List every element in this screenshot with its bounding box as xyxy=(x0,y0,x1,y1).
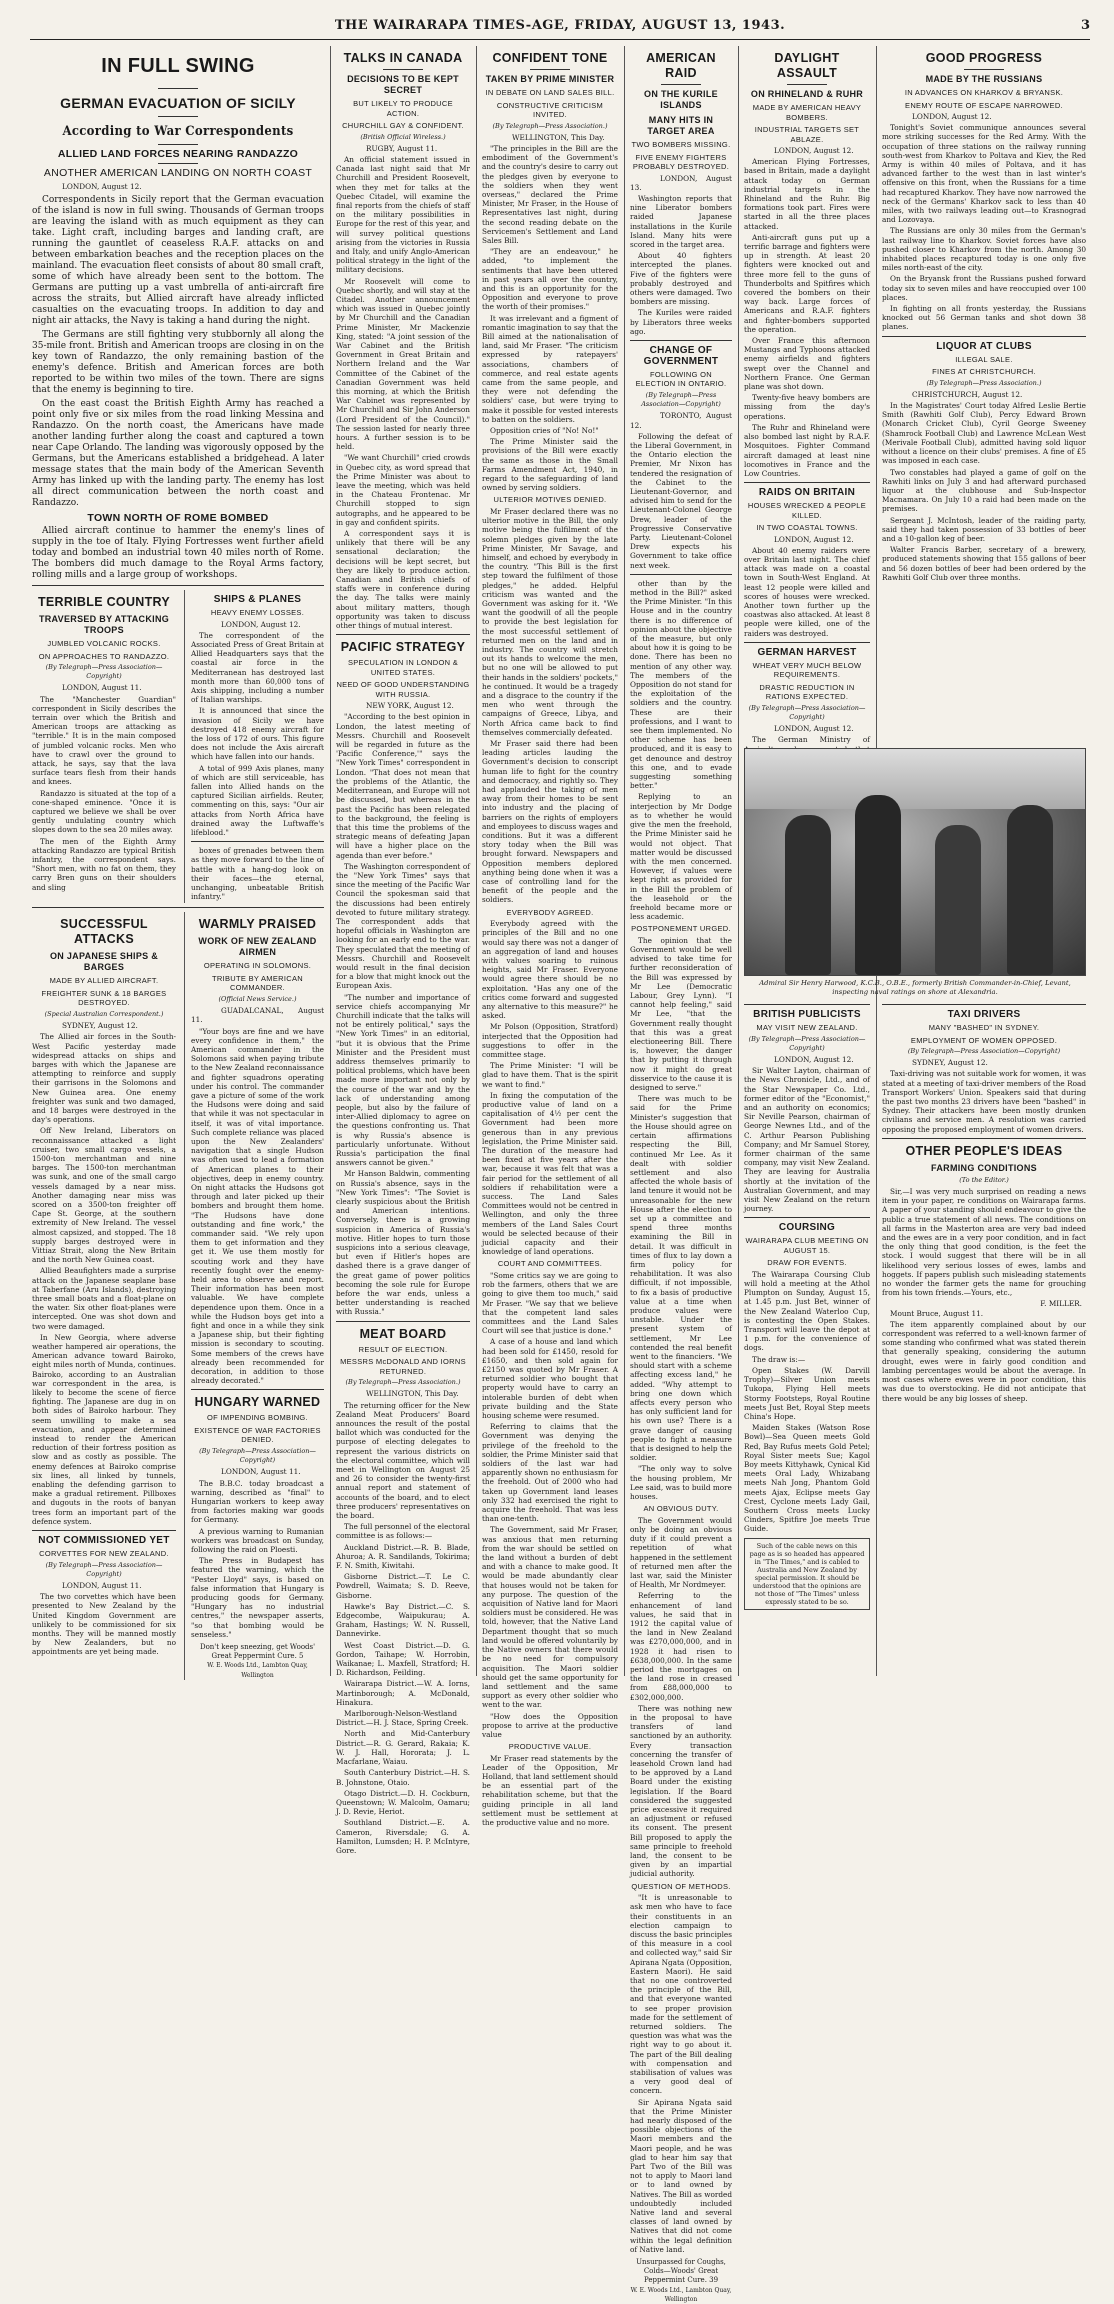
subheadline: MADE BY ALLIED AIRCRAFT. xyxy=(49,976,159,986)
subheadline: COURT AND COMMITTEES. xyxy=(497,1259,603,1269)
headline: RAIDS ON BRITAIN xyxy=(758,487,856,499)
column-7-top xyxy=(882,46,1086,740)
paragraph: "The principles in the Bill are the embodiment of the Government's and the country's desire to carry out the pledges given by everyone to the soldiers when they went overseas," declared the Prime Minister, Mr Fraser, in the House of Representatives last night, during the second reading debate on the Servicemen's Settlement and Land Sales Bill. xyxy=(482,143,618,245)
subheadline: FREIGHTER SUNK & 18 BARGES DESTROYED. xyxy=(41,988,167,1008)
paragraph: Sir,—I was very much surprised on reading a news item in your paper, re conditions on Wairarapa farms. A paper of your standing should endeavour to give the public a true statement of all news. The conditions on all farms in the Masterton area are very bad indeed and the ewes are in a very poor condition, and in fact the only thing that good condition, is the feet the stock. I would suggest that there will be in all likelihood very serious losses of ewes, lambs and hoggets. If papers publish such misleading statements no wonder the farmer gets the name for grouching from his town friends.—Yours, etc., xyxy=(882,1187,1086,1298)
paragraph: The B.B.C. today broadcast a warning, described as "final" to Hungarian workers to keep away from factories making war goods for Germany. xyxy=(191,1478,324,1525)
column-4 xyxy=(482,46,618,1828)
subheadline: FOLLOWING ON ELECTION IN ONTARIO. xyxy=(635,369,727,389)
paragraph: Maiden Stakes (Watson Rose Bowl)—Sea Queen meets Gold Red, Bay Rufus meets Gold Petel; Royal Sister meets Sue; Kagol Boy meets Kittyhawk, Cynical Kid meets Oral Lady, Whizabang meets Nah Jong, Phantom Gold meets Ajax, Eclipse meets Gay Crest, Cyclone meets Lady Gail, Southern Cross meets Lucky Cinders, Spitfire Joe meets True Guide. xyxy=(744,1423,870,1534)
paragraph: Marlborough-Nelson-Westland District.—H. J. Stace, Spring Creek. xyxy=(336,1709,469,1728)
dateline: WELLINGTON, This Day. xyxy=(366,1389,459,1399)
dateline: GUADALCANAL, August 11. xyxy=(191,1006,324,1025)
subheadline: ULTERIOR MOTIVES DENIED. xyxy=(493,495,607,505)
subheadline: IN ADVANCES ON KHARKOV & BRYANSK. xyxy=(904,88,1064,97)
paragraph: Everybody agreed with the principles of the Bill and no one would say there was not a danger of an aggregation of land and houses with values soaring to ruinous heights, said Mr Fraser. Everyone would agree there should be no exploitation. "Has any one of the critics come forward and suggested any alternative to this measure?" he asked. xyxy=(482,919,618,1021)
paragraph: "Some critics say we are going to rob the farmers, others that we are going to give them too much," said Mr Fraser. "We say that we believe that the competent land sales committees and the Land Sales Court will see that justice is done." xyxy=(482,1270,618,1336)
news-photo xyxy=(744,748,1086,976)
advertisement: W. E. Woods Ltd., Lambton Quay, Wellington xyxy=(207,1662,308,1679)
article-successful-attacks xyxy=(32,912,176,1679)
paragraph: The Allied air forces in the South-West Pacific yesterday made widespread attacks on ships and barges with which the Japanese are attempting to reinforce and supply their garrisons in the Solomons and New Guinea area. One enemy freighter was sunk and two damaged, and 18 barges were destroyed in the day's operations. xyxy=(32,1032,176,1125)
headline: IN FULL SWING xyxy=(101,55,255,77)
paragraph: The Russians are only 30 miles from the German's last railway line to Kharkov. Soviet forces have also pushed closer to Kharkov from the north. Among 30 inhabited places recaptured today is one only five miles north-east of the city. xyxy=(882,226,1086,273)
headline: PACIFIC STRATEGY xyxy=(340,640,466,655)
byline: (By Telegraph—Press Association.) xyxy=(492,121,608,130)
paragraph: "According to the best opinion in London, the latest meeting of Messrs. Churchill and Roosevelt will be regarded in future as the 'Pacific Conference,'" says the "New York Times" correspondent in London. "That does not mean that the problems of the Atlantic, the Mediterranean, and Europe will not be discussed, but whereas in the past the Pacific has been relegated to the background, the feeling is that this time the problems of the strategic means of defeating Japan will have a higher place on the agenda than ever before." xyxy=(336,712,470,860)
byline: (By Telegraph—Press Association.) xyxy=(345,1378,461,1387)
subheadline: ALLIED LAND FORCES NEARING RANDAZZO xyxy=(57,148,299,160)
paragraph: Randazzo is situated at the top of a cone-shaped eminence. "Once it is captured we believe we shall be over gently undulating country which slopes down to the sea 20 miles away. xyxy=(32,788,176,835)
paragraph: Opposition cries of "No! No!" xyxy=(490,426,599,435)
paragraph: The Wairarapa Coursing Club will hold a meeting at the Athol Plumpton on Sunday, August 15, at 1.45 p.m. Just Bet, winner of the New Zealand Waterloo Cup, is contesting the Open Stakes. Transport will leave the depot at 1 p.m. for the convenience of dogs. xyxy=(744,1269,870,1353)
subheadline: EVERYBODY AGREED. xyxy=(506,907,594,917)
dateline: TORONTO, August 12. xyxy=(630,411,732,430)
paragraph: Over France this afternoon Mustangs and Typhoons attacked enemy airfields and fighters swept over the Channel and Northern France. One German plane was shot down. xyxy=(744,336,870,392)
paragraph: Mr Fraser read statements by the Leader of the Opposition, Mr Holland, that land settlement should be an essential part of the rehabilitation scheme, but that the guiding principle in all land settlement must be settlement at the productive value and no more. xyxy=(482,1753,618,1828)
paragraph: About 40 enemy raiders were over Britain last night. The chief attack was made on a coastal town in South-West England. At least 12 people were killed and scores of houses were wrecked. Another town further up the coastwas also attacked. At least 8 people were killed, one of the raiders was destroyed. xyxy=(744,545,870,638)
paragraph: Tonight's Soviet communique announces several more striking successes for the Red Army. With the occupation of three stations on the railway running south-west from Kharkov to Poltava and Kiev, the Red Army is within 40 miles of Poltava, and it has advanced farther to the west than in last winter's offensive on this front, when the Russians for a time had recaptured Kharkov. They have now narrowed the neck of the Germans' Kharkov sack to less than 40 miles, with two railways leading out—to Krasnograd and Lozovaya. xyxy=(882,123,1086,225)
paragraph: Taxi-driving was not suitable work for women, it was stated at a meeting of taxi-driver members of the Road Transport Workers' Union. Speakers said that during the past two months 23 drivers have been "bashed" in Sydney. Their attackers have been mostly drunken civilians and service men. A resolution was carried opposing the proposed employment of women drivers. xyxy=(882,1069,1086,1134)
headline: According to War Correspondents xyxy=(62,124,294,139)
subheadline: CONSTRUCTIVE CRITICISM INVITED. xyxy=(496,100,604,119)
paragraph: The men of the Eighth Army attacking Randazzo are typical British infantry, the correspondent says. "Short men, with no fat on them, they carry Bren guns on their shoulders and sling xyxy=(32,836,176,892)
headline: LIQUOR AT CLUBS xyxy=(936,340,1032,352)
paragraph: The Kuriles were raided by Liberators three weeks ago. xyxy=(630,308,732,336)
subheadline: TRIBUTE BY AMERICAN COMMANDER. xyxy=(212,973,303,993)
paragraph: Wairarapa District.—W. A. Iorns, Martinborough; A. McDonald, Hinakura. xyxy=(336,1679,470,1707)
paragraph: Sir Apirana Ngata said that the Prime Minister had nearly disposed of the possible objections of the Maori members and the Maori people, and he was glad to hear him say that Part Two of the Bill was not to apply to Maori land or to land owned by Natives. The Bill as worded undoubtedly included Native land and several classes of land owned by Natives that did not come within the legal definition of Native land. xyxy=(630,2097,732,2254)
paragraph: Mr Fraser said there had been leading articles lauding the Government's decision to conscript human life to fight for the country and democracy, and rightly so. They had applauded the taking of men away from their homes to be sent into industry and the placing of barriers on the rights of employers and employees to discuss wages and conditions. But it was a different story today when the Bill was brought forward. Newspapers and Opposition members deplored anything being done when it was a case of controlling land for the benefit of the people and the soldiers. xyxy=(482,739,618,905)
paragraph: North and Mid-Canterbury District.—R. G. Gerard, Rakaia; K. W. J. Hall, Hororata; J. L. Macfarlane, Waiau. xyxy=(336,1729,470,1767)
paragraph: "How does the Opposition propose to arrive at the productive value xyxy=(482,1711,618,1739)
subheadline: NEED OF GOOD UNDERSTANDING WITH RUSSIA. xyxy=(336,680,470,699)
column-7-bottom xyxy=(882,1004,1086,1676)
paragraph: "Your boys are fine and we have every confidence in them," the American commander in the Solomons said when paying tribute to the New Zealand reconnaissance and fighter squadrons operating under his control. The commander gave a picture of some of the work the Hudsons were doing and said that while it was not spectacular in itself, it was of vital importance. Such complete reliance was placed upon the New Zealanders' navigation that a single Hudson was often used to lead a formation of American planes to their objectives, deep in enemy country. On night attacks the Hudsons got through and later picked up their bombers and brought them home. "The Hudsons have done outstanding and fine work," the commander said. "We rely upon them to get information and they get it. We use them mostly for scouting work and they have recently fought over the enemy-held area to observe and report. Their information has been most valuable. We have complete dependence upon them. Once in a while the Hudson boys get into a fight and once in a while they sink a Japanese ship, but their fighting mission is secondary to scouting. Some members of the crews have already been recommended for decoration, in addition to those already decorated." xyxy=(191,1026,324,1386)
dateline: LONDON, August 12. xyxy=(774,724,854,734)
headline: WARMLY PRAISED xyxy=(198,917,317,932)
paragraph: It was irrelevant and a figment of romantic imagination to say that the Bill aimed at the nationalisation of land, said Mr Fraser. "The criticism expressed by ratepayers' associations, chambers of commerce, and real estate agents came from the same people, and they were not defending the soldiers' case, but were trying to make it possible for vested interests to batten on the soldiers. xyxy=(482,313,618,424)
paragraph: Hawke's Bay District.—C. S. Edgecombe, Waipukurau; A. Graham, Hastings; W. N. Russell, Dannevirke. xyxy=(336,1601,470,1639)
headline: TERRIBLE COUNTRY xyxy=(37,595,171,609)
paragraph: A previous warning to Rumanian workers was broadcast on Sunday, following the raid on Ploesti. xyxy=(191,1526,324,1554)
subheadline: FARMING CONDITIONS xyxy=(931,1162,1037,1173)
article-warmly-praised xyxy=(184,912,324,1679)
paragraph: A correspondent says it is unlikely that there will be any sensational declaration; the decisions will be kept secret, but they are likely to produce action. Canadian and British chiefs of staffs were in conference during the day. The talks were mainly about military matters, though opportunity was taken to discuss other things of mutual interest. xyxy=(336,529,470,631)
subheadline: MANY "BASHED" IN SYDNEY. xyxy=(928,1023,1040,1032)
paragraph: Allied Beaufighters made a surprise attack on the Japanese seaplane base at Taberfane (Aru Islands), destroying three small boats and a float-plane on the water. Six other float-planes were intercepted. One was shot down and two were damaged. xyxy=(32,1266,176,1331)
paragraph: On the Bryansk front the Russians pushed forward today six to seven miles and have reoccupied over 100 places. xyxy=(882,274,1086,302)
paragraph: Replying to an interjection by Mr Dodge as to whether he would give the men the freehold, the Prime Minister said he would not object. That matter would be discussed with the men concerned. However, if values were kept right as provided for in the Bill the problem of the leasehold or the freehold became more or less academic. xyxy=(630,792,732,922)
subheadline: DRASTIC REDUCTION IN RATIONS EXPECTED. xyxy=(759,682,855,702)
paragraph: The Ruhr and Rhineland were also bombed last night by R.A.F. Mosquitoes. Fighter Command aircraft damaged at least nine locomotives in France and the Low Countries. xyxy=(744,422,870,478)
byline: (By Telegraph—Press Association—Copyright) xyxy=(45,1560,163,1578)
paragraph: The Government, said Mr Fraser, was anxious that men returning from the war should be settled on the land without a burden of debt and with a chance to make good. It would be made abundantly clear that houses would not be taken for any purpose. The question of the acquisition of Native land for Maori soldiers must be considered. He was told, however, that the Native Land Department thought that so much land would be offered voluntarily by the Native owners that there would be no need for compulsory acquisition. The Maori soldier should get the same opportunity for land settlement and the same support as every other soldier who went to the war. xyxy=(482,1525,618,1710)
subheadline: CHURCHILL GAY & CONFIDENT. xyxy=(342,121,464,130)
paragraph: Southland District.—E. A. Cameron, Riversdale; G. A. Hamilton, Lumsden; H. P. McIntyre, Gore. xyxy=(336,1818,470,1855)
headline: SHIPS & PLANES xyxy=(213,594,302,605)
paragraph: Mr Roosevelt will come to Quebec shortly, and will stay at the Citadel. Another announcement which was issued in Quebec jointly by Mr Churchill and the Canadian Prime Minister, Mr Mackenzie King, stated: "A joint session of the War Cabinet and the British Government in Great Britain and Northern Ireland and the War Committee of the Cabinet of the Canadian Government was held this morning, at which the British War Cabinet was represented by Mr Churchill and Sir John Anderson (Lord President of the Council)." The session lasted for nearly three hours. A further session is to be held. xyxy=(336,276,470,452)
paragraph: Sir Walter Layton, chairman of the News Chronicle, Ltd., and of the Star Newspaper Co. Ltd., former editor of the "Economist," and an authority on economics; Sir Neville Pearson, chairman of George Newnes Ltd., and of the C. Arthur Pearson Publishing Company; and Mr Samuel Storey, former chairman of the same company, may visit New Zealand. They are leaving for Australia shortly at the invitation of the Australian Government, and may visit New Zealand on the return journey. xyxy=(744,1066,870,1214)
dateline: LONDON, August 12. xyxy=(774,534,854,544)
paragraph: There was nothing new in the proposal to have transfers of land sanctioned by an authority. Every transaction concerning the transfer of leasehold Crown land had to be approved by a Land Board under the existing legislation. If the Board considered the suggested price excessive it required an adjustment or refused its consent. The present Bill proposed to apply the same principle to freehold land, the consent to be given by an impartial judicial authority. xyxy=(630,1703,732,1879)
subheadline: HOUSES WRECKED & PEOPLE KILLED. xyxy=(747,501,867,520)
byline: (British Official Wireless.) xyxy=(360,132,446,141)
notice-box: Such of the cable news on this page as is so headed has appeared in "The Times," and is cabled to Australia and New Zealand by special permission. It should be understood that the opinions are not those of "The Times" unless expressly stated to be so. xyxy=(744,1538,870,1610)
dateline: NEW YORK, August 12. xyxy=(366,701,454,711)
advertisement: Don't keep sneezing, get Woods' Great Peppermint Cure. 5 xyxy=(199,1642,316,1661)
paragraph: The correspondent of the Associated Press of Great Britain at Allied Headquarters says that the coastal air force in the Mediterranean has destroyed last month more than 60,000 tons of Axis shipping, including a number of Italian warships. xyxy=(191,630,324,705)
subheadline: FIVE ENEMY FIGHTERS PROBABLY DESTROYED. xyxy=(632,152,730,171)
paragraph: other than by the method in the Bill?" asked the Prime Minister. "In this House and in the country there is no difference of opinion about the objective of the measure, but only about how it is going to be done. There has been no mention of any other way. The members of the Opposition do not stand for the exploitation of the soldiers and the country. These are their professions, and I want to see them implemented. No other scheme has been produced, and it is easy to get denounce and destroy this one, and to evade suggesting something better." xyxy=(630,578,732,791)
signature: F. MILLER. xyxy=(1040,1299,1082,1309)
headline: GOOD PROGRESS xyxy=(925,51,1043,65)
article-terrible-country xyxy=(32,590,176,903)
paragraph: The Prime Minister said the provisions of the Bill were exactly the same as those in the Small Farms Amendment Act, 1940, in regard to the safeguarding of land owned by serving soldiers. xyxy=(482,437,618,493)
paragraph: Open Stakes (W. Darvill Trophy)—Silver Union meets Tukopa, Flying Hell meets Stormy Footsteps, Royal Routine meets Just Bet, Royal Step meets China's Hope. xyxy=(744,1365,870,1421)
paragraph: The German Ministry of xyxy=(752,735,870,745)
column-3 xyxy=(336,46,470,1855)
byline: (By Telegraph—Press Association—Copyright) xyxy=(641,390,721,409)
paragraph: Following the defeat of the Liberal Government, in the Ontario election the Premier, Mr Nixon has tendered the resignation of the Cabinet to the Lieutenant-Governor, and advised him to send for the Lieutenant-Colonel George Drew, leader of the Progressive Conservative Party. Lieutenant-Colonel Drew expects his Government to take office next week. xyxy=(630,431,732,570)
headline: SUCCESSFUL ATTACKS xyxy=(60,917,148,947)
headline: DAYLIGHT ASSAULT xyxy=(774,51,840,80)
subheadline: ILLEGAL SALE. xyxy=(955,354,1013,364)
subheadline: INDUSTRIAL TARGETS SET ABLAZE. xyxy=(754,125,860,144)
paragraph: Allied aircraft continue to hammer the enemy's lines of supply in the toe of Italy. Flying Fortresses went further afield today and bombed an industrial town 40 miles north of Rome. The bombers did much damage to the Royal Arms factory, rolling mills and a large group of workshops. xyxy=(32,526,324,580)
subheadline: ANOTHER AMERICAN LANDING ON NORTH COAST xyxy=(43,167,313,179)
paragraph: boxes of grenades between them as they move forward to the line of battle with a hang-dog look on their faces—the eternal, unchanging, unbeatable British infantry." xyxy=(191,846,324,902)
subheadline: OPERATING IN SOLOMONS. xyxy=(203,961,312,971)
subheadline: SPECULATION IN LONDON & UNITED STATES. xyxy=(347,658,459,677)
paragraph: The "Manchester Guardian" correspondent in Sicily describes the terrain over which the British and American troops are attacking as "terrible." It is in the main composed of jumbled volcanic rocks. Men who have to crawl over the ground to attack, he says, say that the lava surface tears flesh from their hands and knees. xyxy=(32,694,176,787)
dateline: WELLINGTON, This Day. xyxy=(512,132,605,142)
paragraph: Anti-aircraft guns put up a terrific barrage and fighters were up in strength. At least 20 fighters were knocked out and three more fell to the guns of Thunderbolts and Spitfires which covered the bombers on their way back. Large forces of Americans and R.A.F. fighters and fighter-bombers supported the operation. xyxy=(744,232,870,334)
column-rule xyxy=(476,46,477,1676)
headline: GERMAN HARVEST xyxy=(757,646,857,658)
dateline: LONDON, August 12. xyxy=(221,619,301,629)
dateline: LONDON, August 12. xyxy=(774,1054,854,1064)
column-6-bottom xyxy=(744,1004,870,1676)
subheadline: ON JAPANESE SHIPS & BARGES xyxy=(49,951,159,973)
headline: GERMAN EVACUATION OF SICILY xyxy=(60,95,296,111)
subheadline: WHEAT VERY MUCH BELOW REQUIREMENTS. xyxy=(752,660,862,680)
paragraph: American Flying Fortresses, based in Britain, made a daylight attack today on German industrial targets in the Rhineland and the Ruhr. Big formations took part. Fires were started in all the three places attacked. xyxy=(744,157,870,231)
paragraph: "They are an endeavour," he added, "to implement the sentiments that have been uttered in past years all over the country, and this is an opportunity for the Opposition and everyone to prove the worth of their promises." xyxy=(482,247,618,312)
subheadline: AN OBVIOUS DUTY. xyxy=(643,1504,719,1514)
paragraph: In fixing the computation of the productive value of land on a capitalisation of 4½ per cent the Government had been more generous than in any previous legislation, the Prime Minister said. The duration of the measure had been fixed at five years after the war, because it was felt that was a fair period for the settlement of all soldiers if rehabilitation were a success. The Land Sales Committees would not be centred in Wellington, and only the three members of the Land Sales Court would be selected because of their judicial capacity and their knowledge of land operations. xyxy=(482,1090,618,1257)
paragraph: The returning officer for the New Zealand Meat Producers' Board announces the result of the postal ballot which was conducted for the purpose of electing delegates to represent the various districts on the electoral committee, which will meet in Wellington on August 25 and 26 to consider the twenty-first annual report and statement of accounts of the board, and to elect three producers' representatives on the board. xyxy=(336,1400,470,1521)
subheadline: TRAVERSED BY ATTACKING TROOPS xyxy=(38,614,170,635)
subheadline: EXISTENCE OF WAR FACTORIES DENIED. xyxy=(194,1425,321,1445)
paragraph: Washington reports that nine Liberator bombers raided Japanese installations in the Kurile Island. Many hits were scored in the target area. xyxy=(630,193,732,249)
paragraph: Referring to the enhancement of land values, he said that in 1912 the capital value of the land in New Zealand was £270,000,000, and in 1928 it had risen to £638,000,000. In the same period the mortgages on the land rose in creased from £88,000,000 to £302,000,000. xyxy=(630,1591,732,1702)
subheadline: FINES AT CHRISTCHURCH. xyxy=(932,367,1036,377)
paragraph: Mr Fraser declared there was no ulterior motive in the Bill, the only motive being the fulfilment of the solemn pledges given by the late Prime Minister, Mr Savage, and himself, and echoed by everybody in the country. "This Bill is the first step toward the fulfilment of those pledges," he added. Helpful criticism was wanted and the Government was asking for it. "We want the goodwill of all the people to provide the best legislation for the most successful settlement of returned men on the land and in industry. The country will stretch out its hands to welcome the men, but no one will be allowed to put their hands in the soldiers' pockets," he continued. It would be a tragedy and a disgrace to the country if the men who went through the campaigns of Greece, Libya, and North Africa came back to find themselves commercially defeated. xyxy=(482,506,618,737)
paragraph: The Germans are still fighting very stubbornly all along the 35-mile front. British and American troops are closing in on the key town of Randazzo, the only remaining bastion of the enemy's defence. British and American forces are both reported to be within two miles of the town. There are signs that the enemy is beginning to tire. xyxy=(32,330,324,395)
subheadline: EMPLOYMENT OF WOMEN OPPOSED. xyxy=(910,1035,1058,1045)
paragraph: Mr Hanson Baldwin, commenting on Russia's absence, says in the "New York Times": "The Soviet is clearly suspicious about the British and American intentions. Conversely, there is a growing suspicion in America of Russia's motive. Hitler hopes to turn those suspicions into a serious cleavage, but even if Hitler's hopes are dashed there is a grave danger of the great game of power politics becoming the sole rule for Europe before the war ends, unless a better understanding is reached with Russia." xyxy=(336,1169,470,1317)
byline: (Special Australian Correspondent.) xyxy=(44,1009,164,1018)
paragraph: A case of a house and land which had been sold for £1450, resold for £1650, and then sold again for £2150 was quoted by Mr Fraser. A returned soldier who bought that property would have to carry an intolerable burden of debt when private building and the State housing scheme were resumed. xyxy=(482,1337,618,1421)
paragraph: Referring to claims that the Government was denying the privilege of the freehold to the soldier, the Prime Minister said that soldiers of the last war had apparently shown no enthusiasm for the freehold. Out of 2000 who had taken up Government land leases only 332 had exercised the right to acquire the freehold. That was less than one-tenth. xyxy=(482,1422,618,1524)
newspaper-title: THE WAIRARAPA TIMES-AGE, FRIDAY, AUGUST 13, 1943. xyxy=(334,18,786,33)
paragraph: Correspondents in Sicily report that the German evacuation of the island is now in full swing. Thousands of German troops are leaving the island with as much equipment as they can take. Light craft, including barges and landing craft, are running the gauntlet of ceaseless R.A.F. attacks on and between embarkation beaches and the reception places on the mainland. The evacuation fleet consists of about 80 small craft, some of which have already been sent to the bottom. The Germans are putting up a vast umbrella of anti-aircraft fire across the straits, but Allied aircraft have already inflicted casualties on the evacuating troops. In addition to day and night air attacks, the Navy is taking a hand during the night. xyxy=(32,195,324,326)
subheadline: MADE BY THE RUSSIANS xyxy=(925,74,1043,84)
paragraph: The draw is:— xyxy=(752,1354,806,1364)
paragraph: It is announced that since the invasion of Sicily we have destroyed 418 enemy aircraft for the loss of 172 of ours. This figure does not include the Axis aircraft which have fallen into our hands. xyxy=(191,706,324,762)
subheadline: DECISIONS TO BE KEPT SECRET xyxy=(347,74,459,95)
byline: (By Telegraph—Press Association—Copyright) xyxy=(45,663,163,681)
paragraph: On the east coast the British Eighth Army has reached a point only five or six miles from the road linking Messina and Randazzo. On the north coast, the Americans have made another landing further along the coast and captured a town near Cape Orlando. The landing was vigorously opposed by the Germans, but the Americans established a bridgehead. A later message states that the main body of the American Seventh Army has linked up with the landing party. The enemy has lost all direct communication between the north coast and Randazzo. xyxy=(32,399,324,508)
column-1 xyxy=(32,46,324,1679)
column-rule xyxy=(624,46,625,1676)
column-rule xyxy=(738,46,739,1676)
dateline: LONDON, August 13. xyxy=(630,173,732,192)
subheadline: RESULT OF ELECTION. xyxy=(358,1344,448,1354)
headline: TALKS IN CANADA xyxy=(343,51,463,65)
advertisement: W. E. Woods Ltd., Lambton Quay, Wellington xyxy=(630,2286,732,2303)
subheadline: MADE BY AMERICAN HEAVY BOMBERS. xyxy=(752,103,862,122)
paragraph: Sergeant J. McIntosh, leader of the raiding party, said they had taken possession of 33 bottles of beer and a 10-gallon keg of beer. xyxy=(882,515,1086,543)
dateline: LONDON, August 12. xyxy=(774,146,854,155)
dateline: LONDON, August 11. xyxy=(221,1467,301,1477)
dateline: LONDON, August 12. xyxy=(912,112,992,121)
subheadline: DRAW FOR EVENTS. xyxy=(767,1258,847,1268)
column-rule xyxy=(330,46,331,1676)
subheadline: TAKEN BY PRIME MINISTER xyxy=(485,74,615,84)
paragraph: About 40 fighters intercepted the planes. Five of the fighters were probably destroyed and others were damaged. Two bombers are missing. xyxy=(630,251,732,307)
paragraph: The full personnel of the electoral committee is as follows:— xyxy=(336,1522,470,1541)
paragraph: Mount Bruce, August 11. xyxy=(890,1308,984,1318)
subheadline: ON THE KURILE ISLANDS xyxy=(644,89,718,110)
paragraph: The Government would only be doing an obvious duty if it could prevent a repetition of what happened in the settlement of returned men after the last war, said the Minister of Health, Mr Nordmeyer. xyxy=(630,1515,732,1590)
dateline: RUGBY, August 11. xyxy=(366,143,438,153)
subheadline: PRODUCTIVE VALUE. xyxy=(508,1742,592,1752)
headline: NOT COMMISSIONED YET xyxy=(38,1535,170,1547)
paragraph: Mr Polson (Opposition, Stratford) interjected that the Opposition had suggestions to offer in the committee stage. xyxy=(482,1022,618,1059)
subheadline: OF IMPENDING BOMBING. xyxy=(207,1413,308,1423)
paragraph: "We want Churchill" cried crowds in Quebec city, as word spread that the Prime Minister was about to leave the meeting, which was held in the Chateau Frontenac. Mr Churchill stopped to sign autographs, and he appeared to be in gay and confident spirits. xyxy=(336,453,470,527)
dateline: LONDON, August 11. xyxy=(62,1580,142,1590)
paragraph: Gisborne District.—T. Le C. Powdrell, Waimata; S. D. Reeve, Gisborne. xyxy=(336,1572,470,1600)
subheadline: JUMBLED VOLCANIC ROCKS. xyxy=(47,639,161,648)
paragraph: Twenty-five heavy bombers are missing from the day's operations. xyxy=(744,393,870,421)
headline: COURSING xyxy=(778,1222,836,1234)
headline: HUNGARY WARNED xyxy=(194,1395,321,1410)
subheadline: MANY HITS IN TARGET AREA xyxy=(647,115,715,136)
paragraph: An official statement issued in Canada last night said that Mr Churchill and President Roosevelt, when they met for talks at the Quebec Citadel, will examine the final reports from the chiefs of staff on the military possibilities in Europe for the rest of this year, and will survey political questions arising from the victories in Russia and Italy, and unify Anglo-American political strategy in the light of the military decisions. xyxy=(336,154,470,275)
byline: (By Telegraph—Press Association—Copyright) xyxy=(199,1446,316,1465)
byline: (Official News Service.) xyxy=(218,994,297,1003)
page-number: 3 xyxy=(1080,18,1090,33)
subheadline: WAIRARAPA CLUB MEETING ON AUGUST 15. xyxy=(745,1236,869,1255)
paragraph: Off New Ireland, Liberators on reconnaissance attacked a light cruiser, two small cargo vessels, a 1500-ton merchantman and nine barges. The 1500-ton merchantman was sunk, and one of the small cargo vessels damaged by a near miss. Another damaging near miss was scored on a 3500-ton freighter off Cape St. George, at the southern extremity of New Ireland. The vessel almost capsized, and stopped. The 18 supply barges destroyed were in Vittiaz Strait, along the New Britain and the north New Guinea coast. xyxy=(32,1126,176,1265)
byline: (By Telegraph—Press Association—Copyright) xyxy=(748,703,866,722)
paragraph: There was much to be said for the Prime Minister's suggestion that the House should agree on certain affirmations respecting the Bill, continued Mr Lee. As it dealt with soldier settlement and also affected the whole basis of land tenure it would not be unreasonable for the new House after the election to set up a committee and spend three months examining the Bill in detail. It was difficult in times of flux to lay down a firm policy for rehabilitation. It was also difficult, if not impossible, to fix a basis of productive value at a time when produce values were unstable. Under the present system of settlement, Mr Lee contended the real benefit went to the financiers. "We should start with a scheme affecting excess land," he added. "Why attempt to bring one down which affects every person who has only sufficient land for his own use? There is a grave danger of causing people to fight a measure that is designed to help the soldier. xyxy=(630,1094,732,1463)
headline: OTHER PEOPLE'S IDEAS xyxy=(905,1143,1063,1158)
paragraph: "The only way to solve the housing problem, Mr Lee said, was to build more houses. xyxy=(630,1464,732,1502)
subheadline: MESSRS McDONALD AND IORNS RETURNED. xyxy=(340,1357,466,1376)
dateline: SYDNEY, August 12. xyxy=(912,1058,988,1068)
photo-block xyxy=(744,742,1086,997)
paragraph: In fighting on all fronts yesterday, the Russians knocked out 56 German tanks and shot down 38 planes. xyxy=(882,304,1086,332)
headline: CONFIDENT TONE xyxy=(492,51,608,65)
subheadline: WORK OF NEW ZEALAND AIRMEN xyxy=(198,936,317,958)
subheadline: IN TWO COASTAL TOWNS. xyxy=(756,523,858,533)
paragraph: In New Georgia, where adverse weather hampered air operations, the American advance toward Bairoko, eight miles north of Munda, continues. Bairoko, according to an Australian war correspondent in the area, is likely to become the scene of fierce fighting. The Japanese are dug in on both sides of Bairoko harbour. They seem unwilling to make a sea evacuation, and appear determined instead to render the American reduction of their fortress position as slow and as costly as possible. The enemy defences at Bairoko comprise six lines, all linked by tunnels, enabling the defending garrison to make a gradual retirement. Pillboxes and dugouts in the roots of banyan trees form an important part of the defence system. xyxy=(32,1332,176,1526)
byline: (By Telegraph—Press Association—Copyright) xyxy=(907,1047,1061,1055)
paragraph: The two corvettes which have been presented to New Zealand by the United Kingdom Government are unlikely to be commissioned for six months. They will be manned mostly by New Zealanders, but no appointments are yet being made. xyxy=(32,1592,176,1657)
masthead xyxy=(30,14,1090,40)
subheadline: QUESTION OF METHODS. xyxy=(631,1881,731,1891)
subheadline: HEAVY ENEMY LOSSES. xyxy=(210,608,305,617)
subheadline: ON APPROACHES TO RANDAZZO. xyxy=(38,651,170,661)
dateline: LONDON, August 12. xyxy=(62,182,142,191)
byline: (By Telegraph—Press Association—Copyright) xyxy=(748,1034,866,1052)
paragraph: West Coast District.—D. G. Gordon, Taihape; W. Horrobin, Waikanae; L. Maxfell, Stratford; H. D. Richardson, Feilding. xyxy=(336,1640,470,1678)
paragraph: A total of 999 Axis planes, many of which are still serviceable, has fallen into Allied hands on the captured Sicilian airfields. Reuter, commenting on this, says: "Our air attacks from North Africa have drained away the Luftwaffe's lifeblood." xyxy=(191,763,324,837)
subheadline: MAY VISIT NEW ZEALAND. xyxy=(756,1023,858,1032)
subheadline: ON RHINELAND & RUHR xyxy=(750,89,864,99)
subheadline: BUT LIKELY TO PRODUCE ACTION. xyxy=(353,99,453,118)
headline: AMERICAN RAID xyxy=(646,51,716,80)
dateline: LONDON, August 11. xyxy=(62,683,142,693)
paragraph: The item apparently complained about by our correspondent was referred to a well-known farmer of some standing who confirmed what was stated therein that generally speaking, considering the autumn drought, ewes were in fairly good condition and lambing percentages would be about the average. In most cases where ewes were in poor condition, this was due to overstocking. He did not anticipate that there would be any big losses of sheep. xyxy=(882,1319,1086,1403)
subheadline: IN DEBATE ON LAND SALES BILL. xyxy=(485,88,615,97)
headline: CHANGE OF GOVERNMENT xyxy=(643,344,719,367)
subheadline: CORVETTES FOR NEW ZEALAND. xyxy=(39,1549,169,1559)
headline: TAXI DRIVERS xyxy=(947,1009,1021,1020)
subheadline: ENEMY ROUTE OF ESCAPE NARROWED. xyxy=(905,100,1063,110)
paragraph: The Prime Minister: "I will be glad to have them. That is the spirit we want to find." xyxy=(482,1061,618,1089)
subheadline: POSTPONEMENT URGED. xyxy=(631,924,731,934)
subheadline: TOWN NORTH OF ROME BOMBED xyxy=(87,512,269,524)
paragraph: Two constables had played a game of golf on the Rawhiti links on July 3 and had afterward purchased liquor at the clubhouse and Sub-Inspector Macnamara. On July 10 a raid had been made on the premises. xyxy=(882,467,1086,514)
subheadline: TWO BOMBERS MISSING. xyxy=(631,140,731,149)
paragraph: "The number and importance of service chiefs accompanying Mr Churchill indicate that the talks will not be entirely political," says the "New York Times" in an editorial, "but it is obvious that the Prime Minister and the President must address themselves primarily to political problems, which have been made more important not only by the course of the war and by the lack of understanding among people, but also by the failure of inter-Allied diplomacy to agree on the questions confronting us. That is why Russia's absence is particularly unfortunate. Without Russia's participation the final answers cannot be given." xyxy=(336,992,470,1168)
column-5 xyxy=(630,46,732,2303)
paragraph: The Washington correspondent of the "New York Times" says that since the meeting of the Pacific War Council the spokesman said that the discussions had been entirely devoted to future military strategy. The correspondent adds that hopeful officials in Washington are looking for an early end to the war. They speculated that the meeting of Messrs. Churchill and Roosevelt would result in the final decision for a blow that might knock out the European Axis. xyxy=(336,861,470,991)
paragraph: South Canterbury District.—H. S. B. Johnstone, Otaio. xyxy=(336,1768,470,1787)
paragraph: The opinion that the Government would be well advised to take time for further reconsideration of the Bill was expressed by Mr Lee (Democratic Labour, Grey Lynn). "I cannot help feeling," said Mr Lee, "that the Government really thought that this was a great electioneering Bill. There is, however, the danger that by putting it through now it might do great disservice to the cause it is designed to serve." xyxy=(630,935,732,1093)
byline: (By Telegraph—Press Association.) xyxy=(926,378,1042,387)
headline: BRITISH PUBLICISTS xyxy=(753,1009,861,1020)
paragraph: Auckland District.—R. B. Blade, Ahuroa; A. R. Sandilands, Tokirima; F. N. Smith, Kiwitahi. xyxy=(336,1542,470,1571)
paragraph: In the Magistrates' Court today Alfred Leslie Bertie Smith (Rawhiti Golf Club), Percy Edward Brown (Monarch Cricket Club), Cyril George Sweeney (Shamrock Football Club) and Lawrence McLean West (Merivale Football Club), admitted having sold liquor without a licence on their clubs' premises. A fine of £5 was imposed in each case. xyxy=(882,401,1086,466)
paragraph: "It is unreasonable to ask men who have to face their constituents in an election campaign to discuss the basic principles of this measure in a cool and collected way," said Sir Apirana Ngata (Opposition, Eastern Maori). He said that no one controverted the principle of the Bill, and that everyone wanted to see proper provision made for the settlement of returned soldiers. The question was what was the right way to go about it. The part of the Bill dealing with compensation and stabilisation of values was a very good deal of concern. xyxy=(630,1893,732,2096)
paragraph: The Press in Budapest has featured the warning, which the "Pester Lloyd" says, is based on false information that Hungary is producing goods for Germany. "Hungary has no industrial centres," the newspaper asserts, "so that bombing would be senseless." xyxy=(191,1556,324,1639)
dateline: SYDNEY, August 12. xyxy=(62,1021,138,1031)
dateline: CHRISTCHURCH, August 12. xyxy=(912,389,1023,399)
byline: (To the Editor.) xyxy=(959,1175,1009,1184)
article-ships-planes xyxy=(184,590,324,903)
paragraph: Otago District.—D. H. Cockburn, Queenstown; W. Malcolm, Oamaru; J. D. Revie, Heriot. xyxy=(336,1788,470,1817)
paragraph: Walter Francis Barber, secretary of a brewery, produced statements showing that 155 gallons of beer and 56 dozen bottles of beer had been ordered by the Rawhiti Golf Club over three months. xyxy=(882,545,1086,582)
headline: MEAT BOARD xyxy=(359,1326,447,1341)
photo-caption: Admiral Sir Henry Harwood, K.C.B., O.B.E., formerly British Commander-in-Chief, Levant, inspecting naval ratings on shore at Alexandria. xyxy=(759,979,1071,996)
advertisement: Unsurpassed for Coughs, Colds—Woods' Great Peppermint Cure. 39 xyxy=(636,2258,726,2285)
column-6-top xyxy=(744,46,870,745)
